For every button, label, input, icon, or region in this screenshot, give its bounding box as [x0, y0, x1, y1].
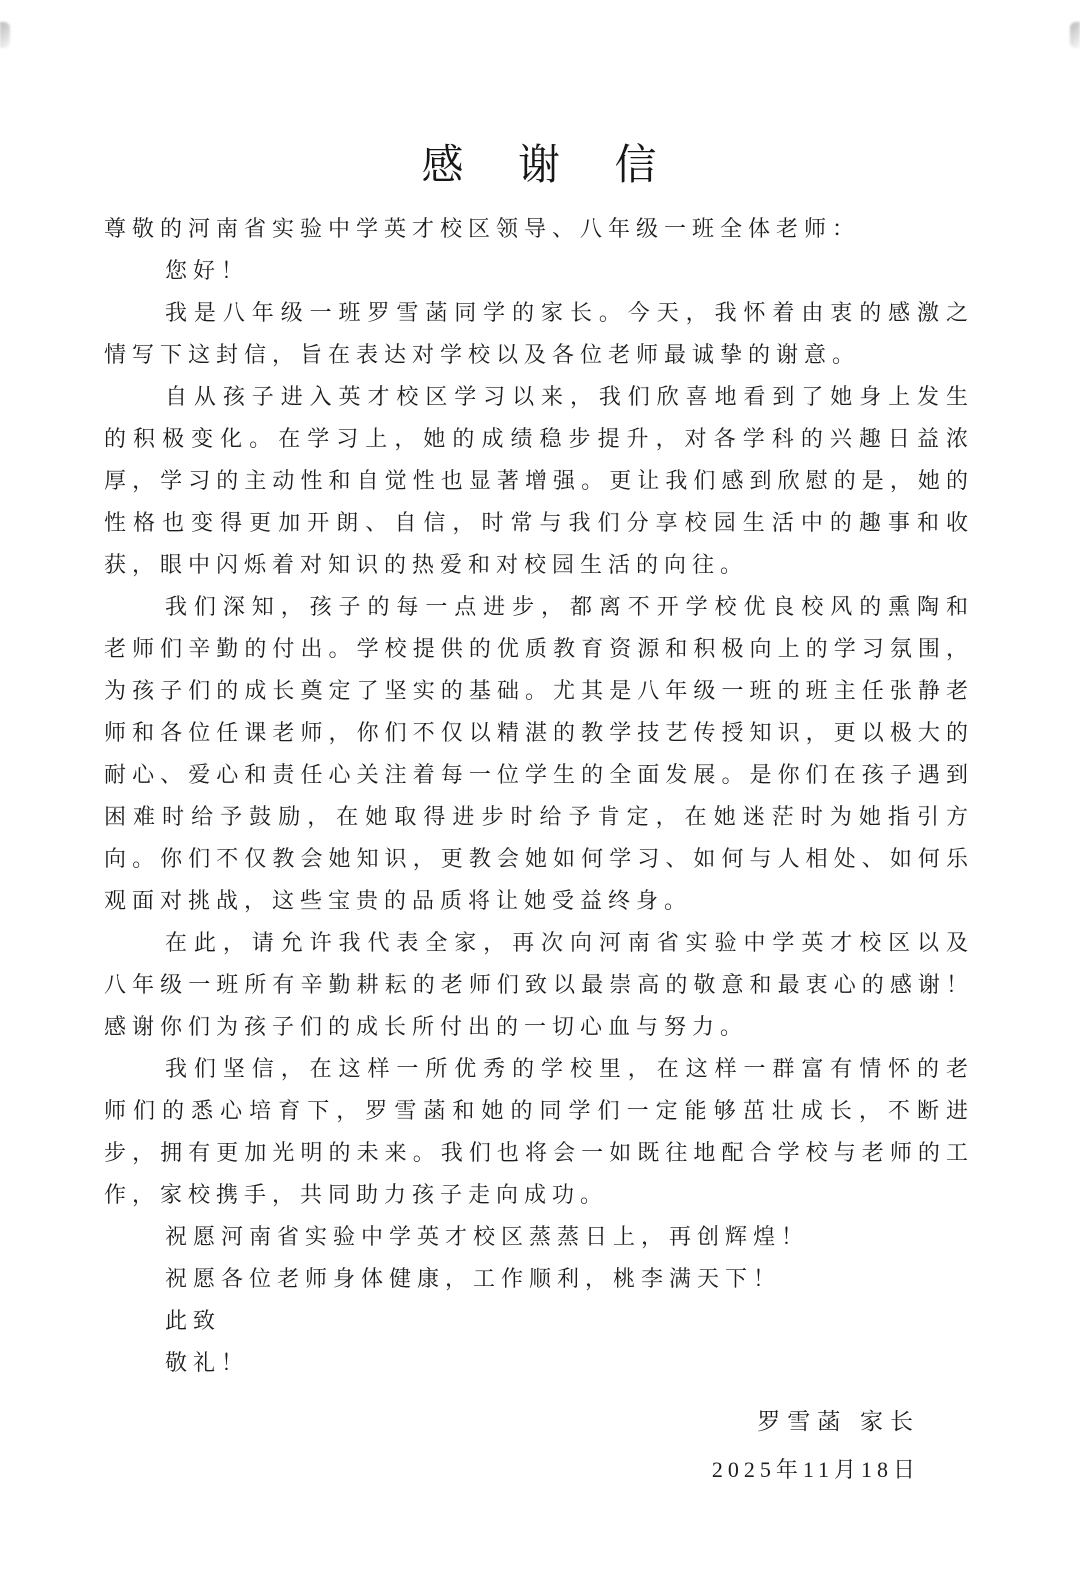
- scan-artifact-right-icon: [1070, 22, 1080, 48]
- signature: 罗雪菡 家长: [757, 1409, 920, 1434]
- paragraph-teachers-dedication: 我们深知，孩子的每一点进步，都离不开学校优良校风的熏陶和老师们辛勤的付出。学校提供的优质教育资源和积极向上的学习氛围，为孩子们的成长奠定了坚实的基础。尤其是八年级一班的班主任张静老师和各位任课老师，你们不仅以精湛的教学技艺传授知识，更以极大的耐心、爱心和责任心关注着每一位学生的全面发展。是你们在孩子遇到困难时给予鼓励，在她取得进步时给予肯定，在她迷茫时为她指引方向。你们不仅教会她知识，更教会她如何学习、如何与人相处、如何乐观面对挑战，这些宝贵的品质将让她受益终身。: [104, 594, 974, 913]
- paragraph-child-changes: 自从孩子进入英才校区学习以来，我们欣喜地看到了她身上发生的积极变化。在学习上，她的成绩稳步提升，对各学科的兴趣日益浓厚，学习的主动性和自觉性也显著增强。更让我们感到欣慰的是，她的性格也变得更加开朗、自信，时常与我们分享校园生活中的趣事和收获，眼中闪烁着对知识的热爱和对校园生活的向往。: [104, 384, 974, 577]
- paragraph-confidence: 我们坚信，在这样一所优秀的学校里，在这样一群富有情怀的老师们的悉心培育下，罗雪菡和她的同学们一定能够茁壮成长，不断进步，拥有更加光明的未来。我们也将会一如既往地配合学校与老师的工作，家校携手，共同助力孩子走向成功。: [104, 1056, 974, 1207]
- closing-jingli: 敬礼！: [165, 1350, 250, 1375]
- signature-block: [104, 1398, 974, 1494]
- wish-teachers: 祝愿各位老师身体健康，工作顺利，桃李满天下！: [165, 1266, 782, 1291]
- greeting: 您好！: [165, 258, 250, 283]
- paragraph-gratitude: 在此，请允许我代表全家，再次向河南省实验中学英才校区以及八年级一班所有辛勤耕耘的老师们致以最崇高的敬意和最衷心的感谢！感谢你们为孩子们的成长所付出的一切心血与努力。: [104, 930, 974, 1039]
- letter-title: 感 谢 信: [421, 143, 679, 189]
- scan-artifact-left-icon: [0, 22, 10, 48]
- date: 2025年11月18日: [711, 1457, 920, 1482]
- wish-school: 祝愿河南省实验中学英才校区蒸蒸日上，再创辉煌！: [165, 1224, 810, 1249]
- paragraph-intro: 我是八年级一班罗雪菡同学的家长。今天，我怀着由衷的感激之情写下这封信，旨在表达对学校以及各位老师最诚挚的谢意。: [104, 300, 974, 367]
- closing-cizhi: 此致: [165, 1308, 222, 1333]
- salutation: 尊敬的河南省实验中学英才校区领导、八年级一班全体老师：: [104, 216, 861, 241]
